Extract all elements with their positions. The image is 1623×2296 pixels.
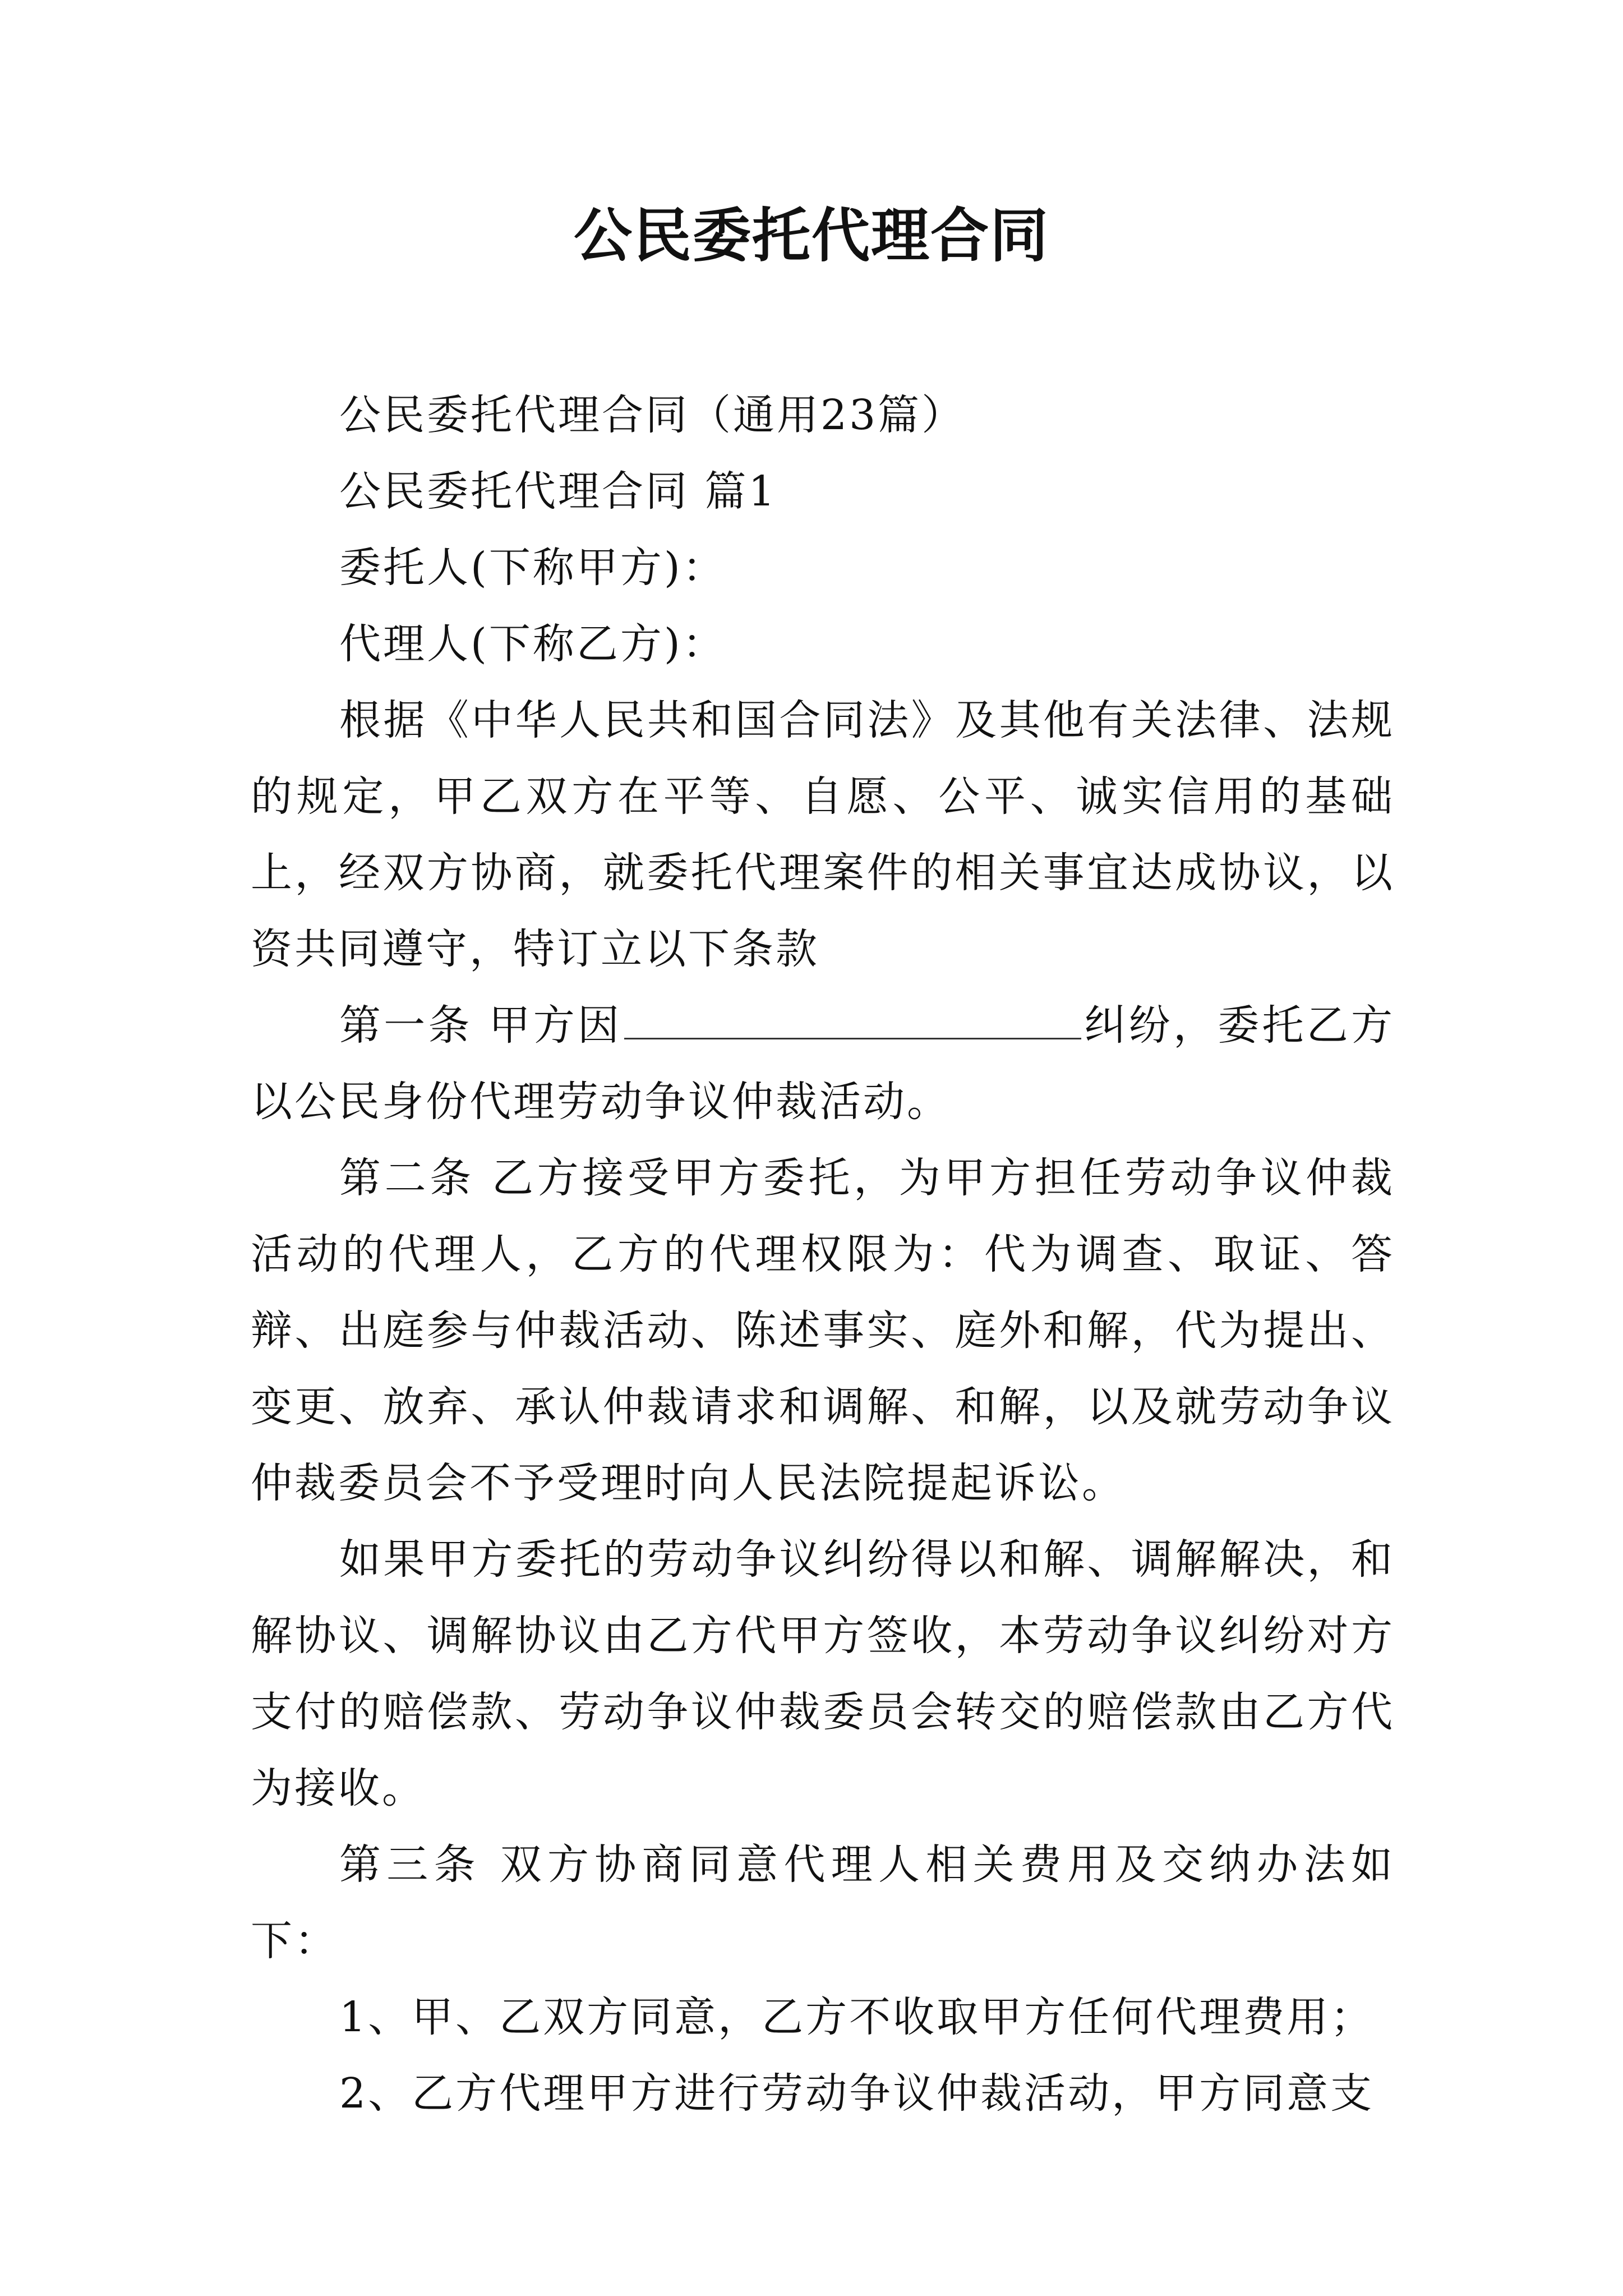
settlement-paragraph: 如果甲方委托的劳动争议纠纷得以和解、调解解决，和解协议、调解协议由乙方代甲方签收，本劳动争议纠纷对方支付的赔偿款、劳动争议仲裁委员会转交的赔偿款由乙方代为接收。 [251,1535,1395,1812]
article-1-lead-text: 第一条 甲方因 [339,1001,623,1050]
subtitle-line: 公民委托代理合同（通用23篇） [339,391,966,439]
article-2-paragraph: 第二条 乙方接受甲方委托，为甲方担任劳动争议仲裁活动的代理人，乙方的代理权限为：代为调查、取证、答辩、出庭参与仲裁活动、陈述事实、庭外和解，代为提出、变更、放弃、承认仲裁请求和调解、和解，以及就劳动争议仲裁委员会不予受理时向人民法院提起诉讼。 [251,1154,1395,1507]
article-3-paragraph: 第三条 双方协商同意代理人相关费用及交纳办法如下： [251,1841,1395,1965]
document-title: 公民委托代理合同 [573,201,1049,270]
dispute-blank-field [624,993,1081,1039]
fee-item-2: 2、乙方代理甲方进行劳动争议仲裁活动，甲方同意支 [339,2069,1375,2118]
preamble-paragraph: 根据《中华人民共和国合同法》及其他有关法律、法规的规定，甲乙双方在平等、自愿、公平、诚实信用的基础上，经双方协商，就委托代理案件的相关事宜达成协议，以资共同遵守，特订立以下条款 [251,696,1395,973]
principal-line: 委托人(下称甲方)： [339,544,726,592]
agent-line: 代理人(下称乙方)： [339,620,726,668]
fee-item-1: 1、甲、乙双方同意，乙方不收取甲方任何代理费用； [339,1993,1375,2041]
article-1-tail-text: 纠纷，委托乙方以公民身份代理劳动争议仲裁活动。 [251,1001,1395,1126]
document-body [251,377,1395,2132]
chapter-heading: 公民委托代理合同 篇1 [339,467,777,516]
article-1-paragraph [251,987,1395,1140]
